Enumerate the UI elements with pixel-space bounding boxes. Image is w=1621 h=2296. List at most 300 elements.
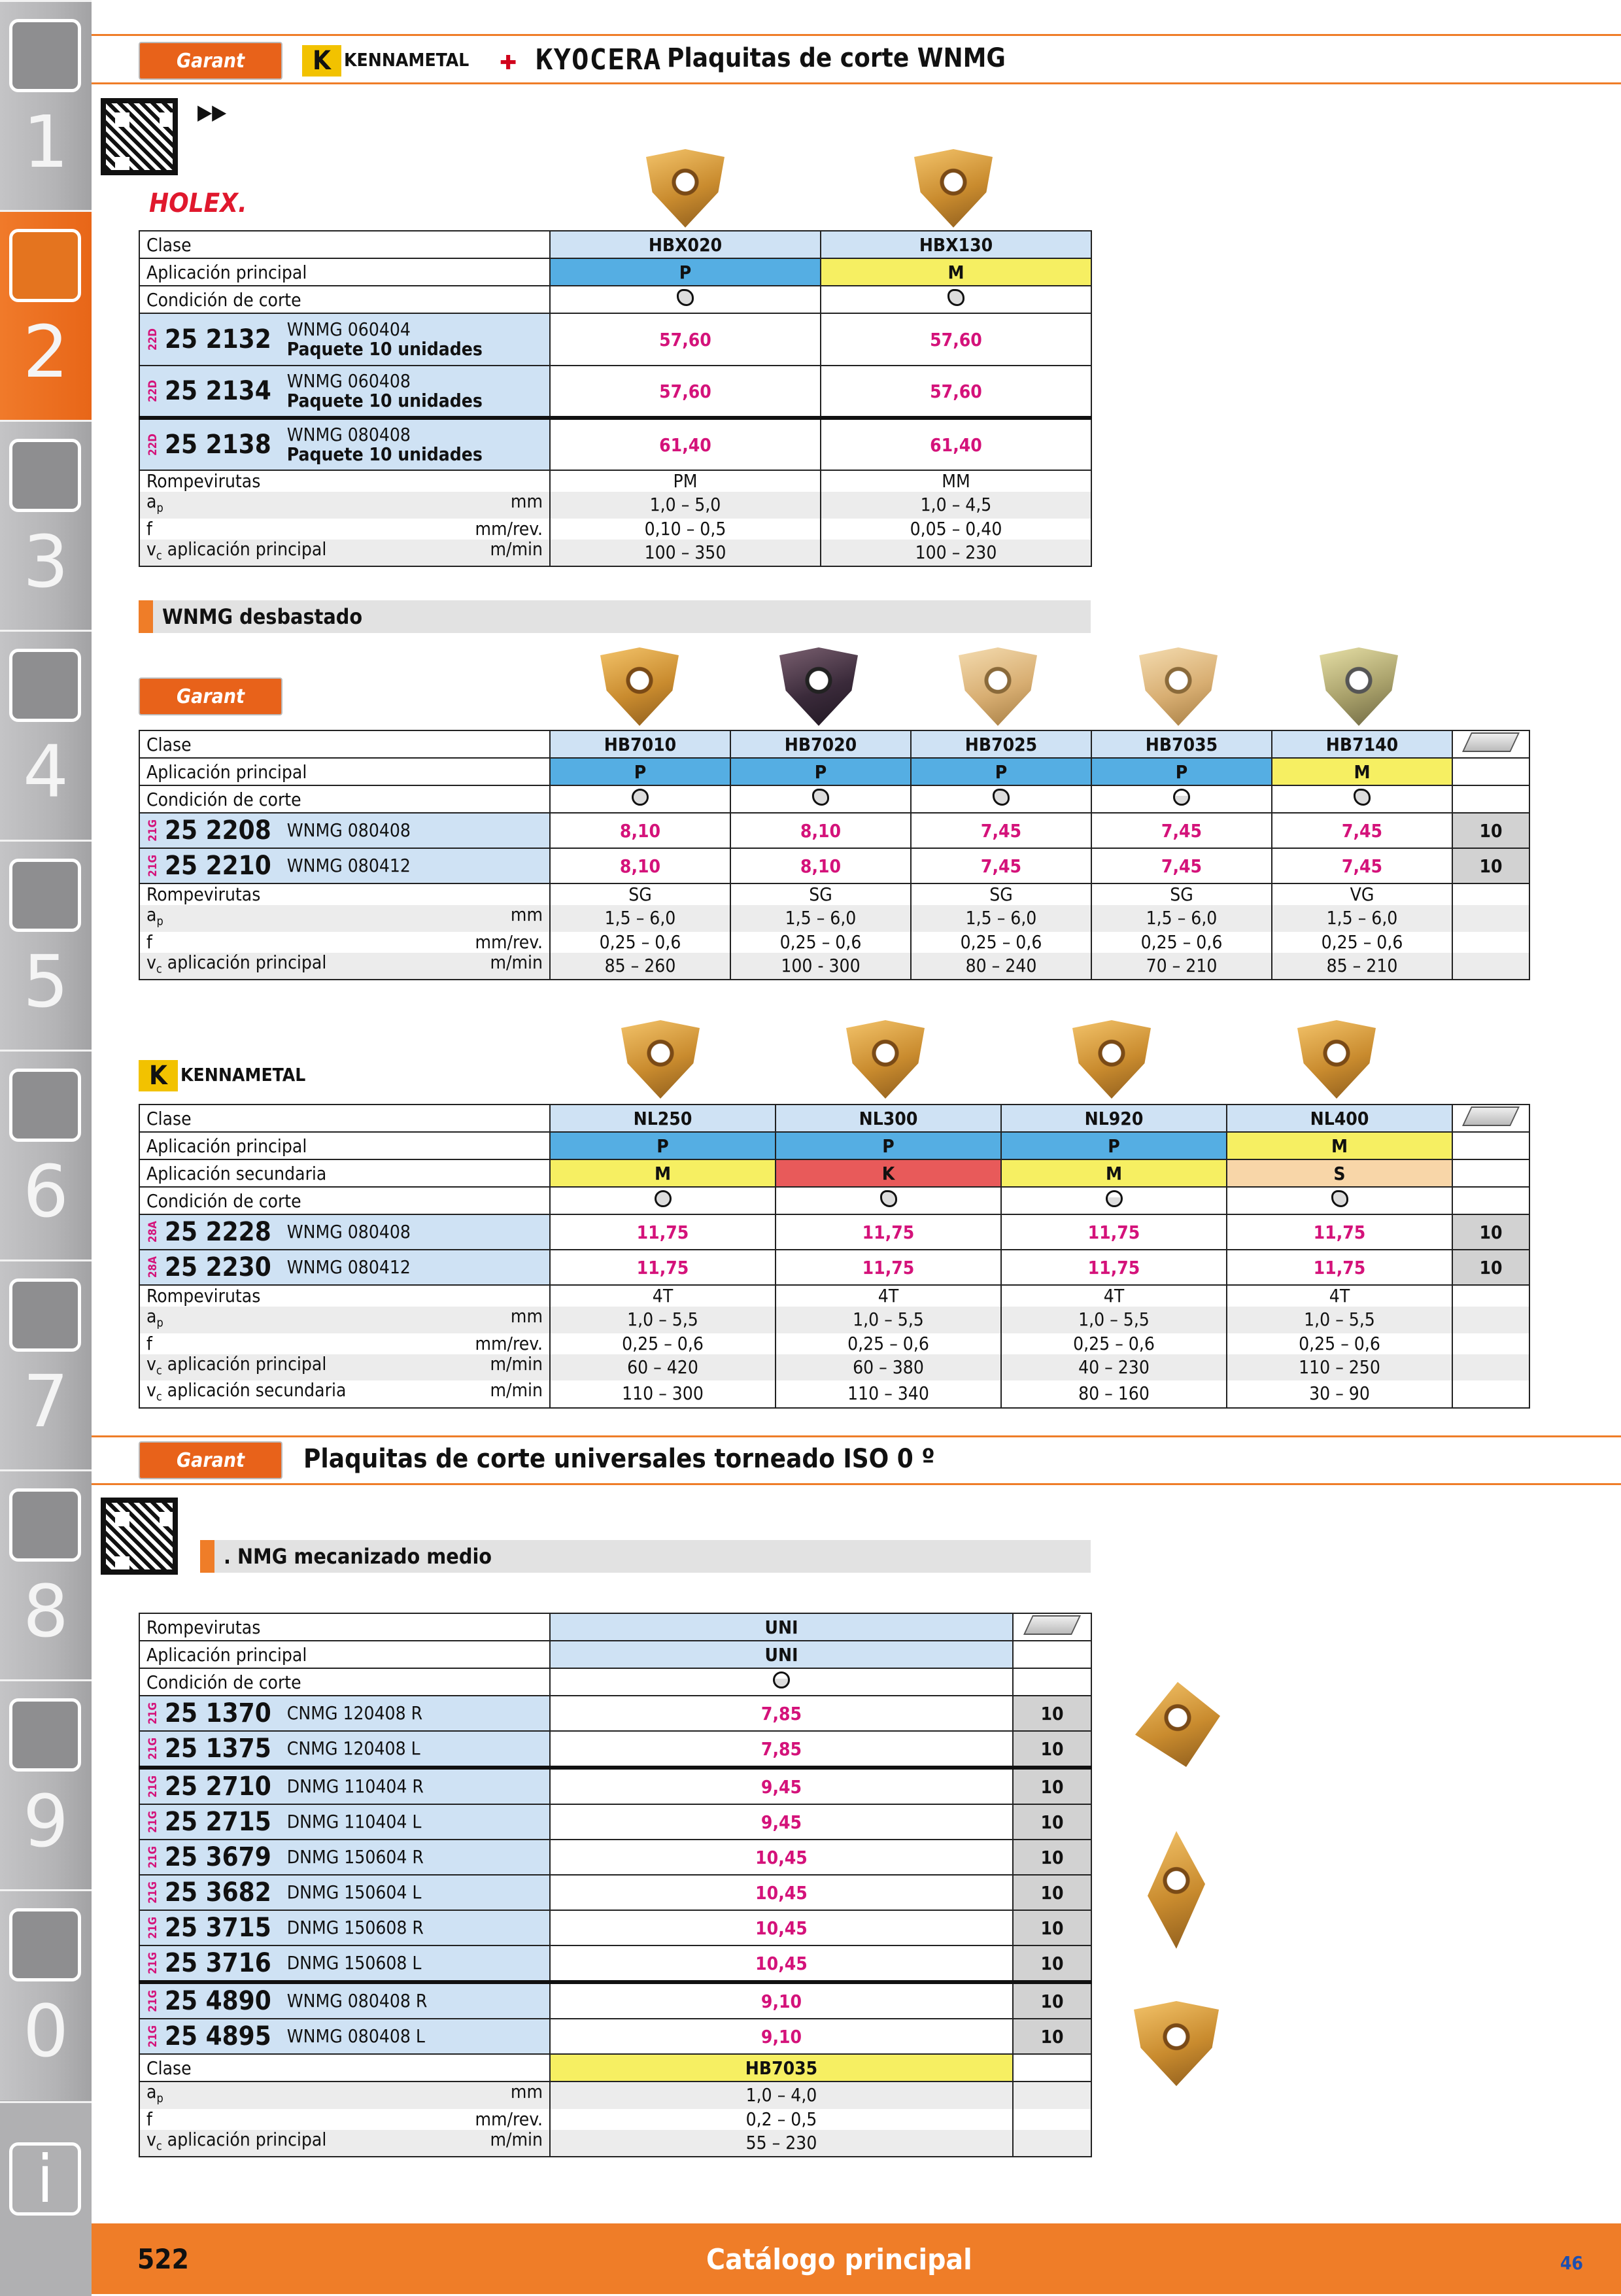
price: 7,45 xyxy=(1091,848,1272,883)
chipbreaker-value: 4T xyxy=(1227,1285,1452,1307)
cutting-condition-icon xyxy=(773,1671,790,1688)
chapter-icon xyxy=(9,1069,81,1142)
chapter-number: 8 xyxy=(23,1569,69,1653)
section-line-bottom xyxy=(92,1483,1621,1485)
pdf-page-number: 46 xyxy=(1560,2252,1583,2274)
app-cell: M xyxy=(1227,1132,1452,1159)
insert-image-hbx020 xyxy=(646,149,725,228)
insert-image-dnmg xyxy=(1140,1831,1212,1949)
cutting-condition-icon xyxy=(812,789,829,806)
insert-image-hb7020 xyxy=(779,647,858,726)
ap-value: 1,5 – 6,0 xyxy=(911,905,1091,932)
chapter-icon xyxy=(9,229,81,302)
designation: WNMG 080408 L xyxy=(286,2025,425,2047)
discount-code: 21G xyxy=(146,1917,160,1939)
table-row[interactable] xyxy=(139,1804,1091,1840)
app-cell: M xyxy=(1272,758,1452,785)
price: 57,60 xyxy=(821,366,1091,418)
chapter-number: 9 xyxy=(23,1779,69,1863)
pack-quantity: 10 xyxy=(1452,813,1529,848)
label-clase: Clase xyxy=(139,730,550,758)
app-cell: UNI xyxy=(550,1641,1013,1668)
price: 11,75 xyxy=(1001,1250,1227,1285)
grade-header: HB7010 xyxy=(550,730,730,758)
price: 7,45 xyxy=(911,813,1091,848)
label-ap: $a_p$ mm xyxy=(139,492,550,519)
discount-code: 21G xyxy=(146,1952,160,1974)
pack-info: Paquete 10 unidades xyxy=(286,338,483,360)
table-row[interactable] xyxy=(139,1840,1091,1875)
chipbreaker-header: UNI xyxy=(550,1613,1013,1641)
grade-header: NL250 xyxy=(550,1105,776,1132)
label-clase: Clase xyxy=(139,2054,550,2082)
f-value: 0,10 – 0,5 xyxy=(550,519,821,540)
price: 9,45 xyxy=(550,1804,1013,1840)
cutting-condition-icon xyxy=(1173,789,1190,806)
label-f: f mm/rev. xyxy=(139,1333,550,1354)
chapter-number: 1 xyxy=(23,100,69,184)
grade-header: HB7140 xyxy=(1272,730,1452,758)
discount-code: 21G xyxy=(146,1738,160,1760)
vc-sec-value: 30 – 90 xyxy=(1227,1380,1452,1408)
cutting-condition-icon xyxy=(1354,789,1371,806)
chapter-icon xyxy=(9,1698,81,1772)
table-row[interactable] xyxy=(139,1250,1529,1285)
app-cell: P xyxy=(550,1132,776,1159)
article-number: 25 3682 xyxy=(165,1877,271,1908)
discount-code: 28A xyxy=(146,1221,160,1243)
price: 9,45 xyxy=(550,1768,1013,1804)
garant-logo: Garant xyxy=(139,677,282,715)
discount-code: 21G xyxy=(146,1990,160,2012)
chapter-tab-0[interactable] xyxy=(0,1889,92,2100)
pack-quantity: 10 xyxy=(1013,1768,1091,1804)
insert-image-nl300 xyxy=(846,1020,925,1099)
chapter-number: 0 xyxy=(23,1989,69,2073)
insert-image-hb7035 xyxy=(1139,647,1218,726)
discount-code: 22D xyxy=(146,380,160,402)
designation: DNMG 110404 L xyxy=(286,1811,422,1832)
vc-value: 55 – 230 xyxy=(550,2130,1013,2157)
designation: WNMG 060404 xyxy=(286,318,411,340)
chipbreaker-value: 4T xyxy=(1001,1285,1227,1307)
table-row[interactable] xyxy=(139,1731,1091,1768)
article-number: 25 1370 xyxy=(165,1698,271,1728)
qr-code-icon[interactable] xyxy=(101,98,178,175)
article-number: 25 3716 xyxy=(165,1948,271,1978)
cutting-condition-icon xyxy=(1106,1190,1123,1207)
table-row[interactable] xyxy=(139,1696,1091,1731)
header-line-top xyxy=(92,34,1621,36)
price: 10,45 xyxy=(550,1840,1013,1875)
price: 7,45 xyxy=(1272,813,1452,848)
price: 7,45 xyxy=(911,848,1091,883)
price: 10,45 xyxy=(550,1875,1013,1910)
ap-value: 1,0 – 5,0 xyxy=(550,492,821,519)
discount-code: 21G xyxy=(146,2025,160,2048)
table-row[interactable] xyxy=(139,2019,1091,2054)
insert-image-hb7025 xyxy=(959,647,1037,726)
label-vc: $v_c$ aplicación principal m/min xyxy=(139,2130,550,2157)
price: 11,75 xyxy=(776,1214,1001,1250)
f-value: 0,25 – 0,6 xyxy=(1227,1333,1452,1354)
pack-quantity: 10 xyxy=(1452,1214,1529,1250)
f-value: 0,25 – 0,6 xyxy=(550,1333,776,1354)
designation: DNMG 150608 L xyxy=(286,1952,422,1974)
article-number: 25 2710 xyxy=(165,1772,271,1802)
grade-header: NL400 xyxy=(1227,1105,1452,1132)
price: 8,10 xyxy=(730,848,911,883)
qr-code-icon[interactable] xyxy=(101,1498,178,1575)
article-number: 25 4895 xyxy=(165,2021,271,2051)
price: 11,75 xyxy=(1227,1250,1452,1285)
app-cell: P xyxy=(1001,1132,1227,1159)
designation: DNMG 150608 R xyxy=(286,1917,424,1938)
page-footer xyxy=(92,2223,1621,2294)
chipbreaker-value: MM xyxy=(821,470,1091,492)
vc-value: 85 – 260 xyxy=(550,953,730,980)
label-rompevirutas: Rompevirutas xyxy=(139,470,550,492)
price: 61,40 xyxy=(821,418,1091,470)
discount-code: 22D xyxy=(146,328,160,351)
app-sec-cell: S xyxy=(1227,1159,1452,1187)
ap-value: 1,0 – 5,5 xyxy=(776,1307,1001,1333)
section-bar-wnmg-desbastado: WNMG desbastado xyxy=(139,600,1091,633)
label-vc: $v_c$ aplicación principal m/min xyxy=(139,1354,550,1381)
designation: WNMG 080412 xyxy=(286,855,411,876)
pack-quantity: 10 xyxy=(1013,1696,1091,1731)
cutting-condition-icon xyxy=(677,289,694,306)
kyocera-logo: ✚ KYOCERA xyxy=(500,43,662,77)
insert-image-hb7010 xyxy=(600,647,679,726)
label-f: f mm/rev. xyxy=(139,2109,550,2130)
vc-sec-value: 110 – 340 xyxy=(776,1380,1001,1408)
price: 7,45 xyxy=(1091,813,1272,848)
price: 9,10 xyxy=(550,2019,1013,2054)
app-cell: P xyxy=(730,758,911,785)
label-ap: $a_p$ mm xyxy=(139,2082,550,2109)
label-clase: Clase xyxy=(139,1105,550,1132)
price: 57,60 xyxy=(821,313,1091,366)
article-number: 25 2208 xyxy=(165,815,271,846)
designation: WNMG 080408 xyxy=(286,1221,411,1242)
label-f: f mm/rev. xyxy=(139,932,550,953)
designation: CNMG 120408 R xyxy=(286,1702,423,1724)
kennametal-logo: K KENNAMETAL xyxy=(302,43,469,77)
vc-value: 110 – 250 xyxy=(1227,1354,1452,1381)
f-value: 0,25 – 0,6 xyxy=(1272,932,1452,953)
insert-image-nl400 xyxy=(1297,1020,1376,1099)
cutting-condition-icon xyxy=(993,789,1010,806)
chapter-icon xyxy=(9,1488,81,1562)
price: 8,10 xyxy=(730,813,911,848)
label-rompevirutas: Rompevirutas xyxy=(139,883,550,905)
vc-value: 80 – 240 xyxy=(911,953,1091,980)
price: 57,60 xyxy=(550,366,821,418)
table-row[interactable] xyxy=(139,1214,1529,1250)
ap-value: 1,0 – 4,0 xyxy=(550,2082,1013,2109)
table-holex-wnmg xyxy=(139,230,1092,567)
label-aplicacion: Aplicación principal xyxy=(139,258,550,286)
pack-quantity: 10 xyxy=(1013,1982,1091,2019)
chapter-tab-5[interactable] xyxy=(0,840,92,1051)
vc-value: 70 – 210 xyxy=(1091,953,1272,980)
table-row[interactable] xyxy=(139,1945,1091,1982)
label-rompevirutas: Rompevirutas xyxy=(139,1613,550,1641)
header-line-bottom xyxy=(92,82,1621,84)
label-aplicacion: Aplicación principal xyxy=(139,1641,550,1668)
price: 11,75 xyxy=(550,1214,776,1250)
discount-code: 21G xyxy=(146,1811,160,1833)
forward-arrows-icon[interactable]: ▶▶ xyxy=(197,99,227,124)
insert-image-hbx130 xyxy=(914,149,993,228)
price: 10,45 xyxy=(550,1945,1013,1982)
article-number: 25 3679 xyxy=(165,1842,271,1872)
cutting-condition-icon xyxy=(632,789,649,806)
insert-image-nl250 xyxy=(621,1020,700,1099)
chapter-tab-9[interactable] xyxy=(0,1679,92,1891)
chapter-info[interactable] xyxy=(0,2101,92,2296)
label-condicion: Condición de corte xyxy=(139,286,550,313)
info-icon: i xyxy=(9,2142,81,2216)
label-aplicacion: Aplicación principal xyxy=(139,1132,550,1159)
article-number: 25 3715 xyxy=(165,1913,271,1943)
price: 10,45 xyxy=(550,1910,1013,1945)
label-condicion: Condición de corte xyxy=(139,785,550,813)
label-ap: $a_p$ mm xyxy=(139,905,550,932)
ap-value: 1,5 – 6,0 xyxy=(550,905,730,932)
app-cell: P xyxy=(550,258,821,286)
chipbreaker-value: 4T xyxy=(550,1285,776,1307)
pack-quantity: 10 xyxy=(1452,848,1529,883)
designation: WNMG 080408 xyxy=(286,819,411,841)
chipbreaker-value: SG xyxy=(550,883,730,905)
insert-image-cnmg xyxy=(1135,1682,1220,1767)
grade-header: HB7020 xyxy=(730,730,911,758)
ap-value: 1,5 – 6,0 xyxy=(730,905,911,932)
vc-value: 60 – 380 xyxy=(776,1354,1001,1381)
section-title: Plaquitas de corte universales torneado ISO 0 º xyxy=(303,1444,935,1474)
designation: WNMG 060408 xyxy=(286,370,411,392)
price: 11,75 xyxy=(1227,1214,1452,1250)
cutting-condition-icon xyxy=(655,1190,672,1207)
app-cell: M xyxy=(821,258,1091,286)
f-value: 0,2 – 0,5 xyxy=(550,2109,1013,2130)
pack-quantity: 10 xyxy=(1013,1731,1091,1768)
chipbreaker-value: PM xyxy=(550,470,821,492)
pack-quantity: 10 xyxy=(1013,1840,1091,1875)
chipbreaker-value: SG xyxy=(1091,883,1272,905)
kennametal-logo: K KENNAMETAL xyxy=(139,1058,305,1092)
discount-code: 21G xyxy=(146,1775,160,1798)
chapter-icon xyxy=(9,859,81,932)
vc-value: 100 – 230 xyxy=(821,540,1091,567)
designation: DNMG 110404 R xyxy=(286,1775,424,1797)
f-value: 0,05 – 0,40 xyxy=(821,519,1091,540)
vc-value: 85 – 210 xyxy=(1272,953,1452,980)
chipbreaker-value: SG xyxy=(730,883,911,905)
table-row[interactable] xyxy=(139,1875,1091,1910)
article-number: 25 2138 xyxy=(165,430,271,460)
app-cell: P xyxy=(776,1132,1001,1159)
ap-value: 1,5 – 6,0 xyxy=(1091,905,1272,932)
f-value: 0,25 – 0,6 xyxy=(1001,1333,1227,1354)
chapter-tab-6[interactable] xyxy=(0,1050,92,1261)
price: 11,75 xyxy=(1001,1214,1227,1250)
pack-quantity: 10 xyxy=(1013,1804,1091,1840)
chipbreaker-value: 4T xyxy=(776,1285,1001,1307)
holex-logo: HOLEX. xyxy=(149,188,247,218)
article-number: 25 2715 xyxy=(165,1807,271,1837)
label-condicion: Condición de corte xyxy=(139,1668,550,1696)
vc-value: 40 – 230 xyxy=(1001,1354,1227,1381)
chapter-number: 4 xyxy=(23,730,69,814)
designation: WNMG 080412 xyxy=(286,1256,411,1278)
cutting-condition-icon xyxy=(947,289,964,306)
price: 7,85 xyxy=(550,1696,1013,1731)
chapter-number: 6 xyxy=(23,1150,69,1233)
price: 11,75 xyxy=(776,1250,1001,1285)
grade-header: HB7035 xyxy=(1091,730,1272,758)
price: 7,45 xyxy=(1272,848,1452,883)
label-ap: $a_p$ mm xyxy=(139,1307,550,1333)
chapter-icon xyxy=(9,1908,81,1981)
price: 8,10 xyxy=(550,848,730,883)
table-row[interactable] xyxy=(139,418,1091,470)
article-number: 25 4890 xyxy=(165,1986,271,2016)
table-kennametal-wnmg xyxy=(139,1104,1530,1409)
app-sec-cell: M xyxy=(1001,1159,1227,1187)
label-aplicacion-secundaria: Aplicación secundaria xyxy=(139,1159,550,1187)
label-vc: $v_c$ aplicación principal m/min xyxy=(139,540,550,567)
discount-code: 28A xyxy=(146,1256,160,1278)
label-f: f mm/rev. xyxy=(139,519,550,540)
vc-value: 60 – 420 xyxy=(550,1354,776,1381)
package-icon xyxy=(1023,1615,1081,1635)
price: 7,85 xyxy=(550,1731,1013,1768)
table-row[interactable] xyxy=(139,1768,1091,1804)
chapter-tab-2[interactable] xyxy=(0,210,92,421)
price: 57,60 xyxy=(550,313,821,366)
chapter-tab-7[interactable] xyxy=(0,1259,92,1471)
chapter-number: 7 xyxy=(23,1360,69,1443)
pack-quantity: 10 xyxy=(1013,1945,1091,1982)
f-value: 0,25 – 0,6 xyxy=(911,932,1091,953)
designation: DNMG 150604 L xyxy=(286,1881,422,1903)
label-aplicacion: Aplicación principal xyxy=(139,758,550,785)
app-sec-cell: M xyxy=(550,1159,776,1187)
grade-header: NL920 xyxy=(1001,1105,1227,1132)
pack-info: Paquete 10 unidades xyxy=(286,390,483,411)
grade-value: HB7035 xyxy=(550,2054,1013,2082)
grade-header: NL300 xyxy=(776,1105,1001,1132)
ap-value: 1,0 – 5,5 xyxy=(1227,1307,1452,1333)
label-vc-sec: $v_c$ aplicación secundaria m/min xyxy=(139,1380,550,1408)
f-value: 0,25 – 0,6 xyxy=(1091,932,1272,953)
page-number: 522 xyxy=(137,2243,189,2275)
article-number: 25 2228 xyxy=(165,1217,271,1247)
table-row[interactable] xyxy=(139,1910,1091,1945)
insert-image-nl920 xyxy=(1072,1020,1151,1099)
price: 8,10 xyxy=(550,813,730,848)
garant-logo: Garant xyxy=(139,42,282,80)
chapter-icon xyxy=(9,649,81,722)
app-sec-cell: K xyxy=(776,1159,1001,1187)
designation: WNMG 080408 xyxy=(286,424,411,445)
vc-sec-value: 80 – 160 xyxy=(1001,1380,1227,1408)
f-value: 0,25 – 0,6 xyxy=(550,932,730,953)
garant-logo: Garant xyxy=(139,1441,282,1479)
label-rompevirutas: Rompevirutas xyxy=(139,1285,550,1307)
app-cell: P xyxy=(911,758,1091,785)
pack-info: Paquete 10 unidades xyxy=(286,443,483,465)
vc-value: 100 - 300 xyxy=(730,953,911,980)
ap-value: 1,0 – 4,5 xyxy=(821,492,1091,519)
chipbreaker-value: VG xyxy=(1272,883,1452,905)
article-number: 25 1375 xyxy=(165,1734,271,1764)
label-condicion: Condición de corte xyxy=(139,1187,550,1214)
chapter-tab-4[interactable] xyxy=(0,630,92,841)
f-value: 0,25 – 0,6 xyxy=(730,932,911,953)
chapter-number: 5 xyxy=(23,940,69,1023)
price: 9,10 xyxy=(550,1982,1013,2019)
chapter-tab-3[interactable] xyxy=(0,420,92,631)
f-value: 0,25 – 0,6 xyxy=(776,1333,1001,1354)
package-icon xyxy=(1462,1106,1520,1126)
ap-value: 1,5 – 6,0 xyxy=(1272,905,1452,932)
label-vc: $v_c$ aplicación principal m/min xyxy=(139,953,550,980)
pack-quantity: 10 xyxy=(1013,1875,1091,1910)
discount-code: 21G xyxy=(146,819,160,842)
insert-image-wnmg xyxy=(1134,2001,1219,2086)
page-title: Plaquitas de corte WNMG xyxy=(667,43,1006,73)
chapter-number: 3 xyxy=(23,520,69,604)
table-garant-wnmg xyxy=(139,730,1530,980)
section-line-top xyxy=(92,1435,1621,1437)
chapter-number: 2 xyxy=(23,310,69,394)
cutting-condition-icon xyxy=(1331,1190,1348,1207)
discount-code: 21G xyxy=(146,855,160,877)
table-row[interactable] xyxy=(139,366,1091,418)
chapter-tab-1[interactable] xyxy=(0,0,92,211)
package-icon xyxy=(1462,732,1520,752)
discount-code: 22D xyxy=(146,434,160,456)
price: 61,40 xyxy=(550,418,821,470)
article-number: 25 2210 xyxy=(165,851,271,881)
pack-quantity: 10 xyxy=(1452,1250,1529,1285)
chapter-tab-8[interactable] xyxy=(0,1469,92,1681)
table-row[interactable] xyxy=(139,1982,1091,2019)
chapter-icon xyxy=(9,19,81,92)
pack-quantity: 10 xyxy=(1013,1910,1091,1945)
grade-header: HB7025 xyxy=(911,730,1091,758)
catalog-name: Catálogo principal xyxy=(706,2243,972,2276)
article-number: 25 2132 xyxy=(165,324,271,354)
table-row[interactable] xyxy=(139,848,1529,883)
designation: DNMG 150604 R xyxy=(286,1846,424,1868)
table-row[interactable] xyxy=(139,313,1091,366)
discount-code: 21G xyxy=(146,1881,160,1904)
insert-image-hb7140 xyxy=(1320,647,1398,726)
price: 11,75 xyxy=(550,1250,776,1285)
app-cell: P xyxy=(1091,758,1272,785)
table-universal-iso xyxy=(139,1613,1092,2157)
chapter-icon xyxy=(9,1278,81,1352)
discount-code: 21G xyxy=(146,1702,160,1724)
table-row[interactable] xyxy=(139,813,1529,848)
app-cell: P xyxy=(550,758,730,785)
cutting-condition-icon xyxy=(880,1190,897,1207)
